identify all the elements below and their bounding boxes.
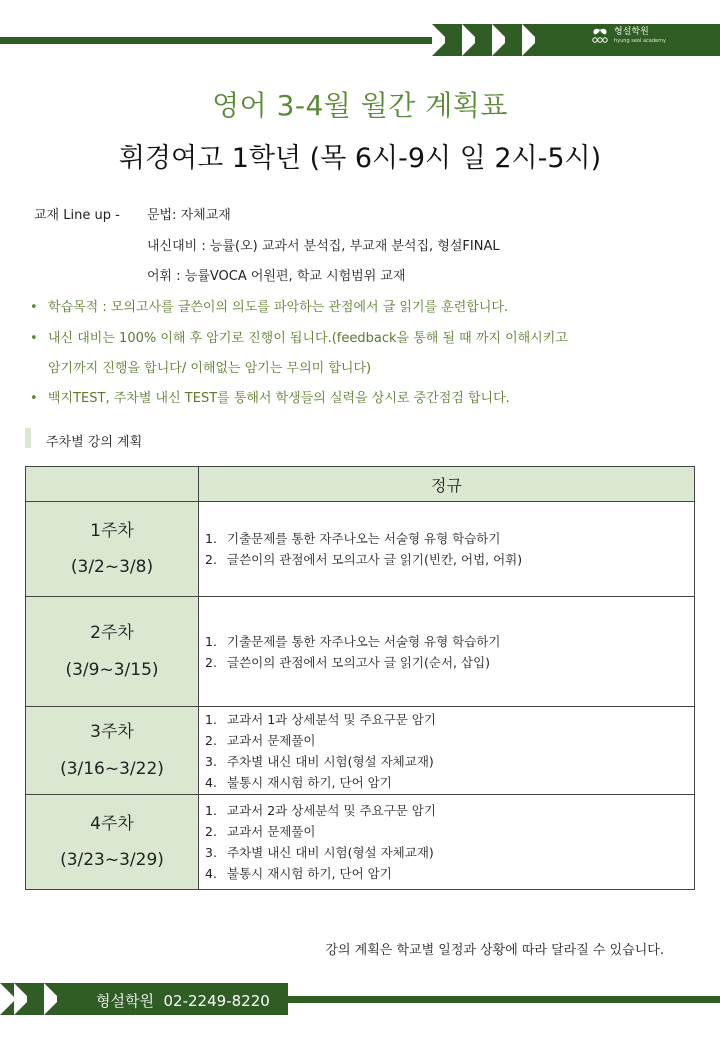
table-corner-cell: [26, 467, 199, 502]
logo-subtitle: hyung seol academy: [614, 38, 666, 44]
list-item: 1. 교과서 2과 상세분석 및 주요구문 암기: [205, 803, 436, 818]
header-band: [432, 24, 720, 56]
week-items: [199, 795, 695, 890]
week-name: 1주차: [90, 520, 134, 541]
lineup-item: 내신대비 : 능률(오) 교과서 분석집, 부교재 분석집, 형설FINAL: [147, 239, 500, 254]
list-item: 1. 교과서 1과 상세분석 및 주요구문 암기: [205, 711, 436, 727]
list-item: 2. 글쓴이의 관점에서 모의고사 글 읽기(순서, 삽입): [205, 654, 491, 670]
list-item: 2. 교과서 문제풀이: [205, 732, 316, 748]
chevron-icon: [535, 24, 551, 56]
chevron-icon: [27, 983, 43, 1015]
section-marker: [25, 428, 31, 448]
week-cell: [26, 597, 199, 707]
week-items: [199, 502, 695, 597]
table-row: [26, 502, 695, 597]
week-date: (3/9~3/15): [65, 659, 159, 680]
bullet-continuation: 암기까지 진행을 합니다/ 이해없는 암기는 무의미 합니다): [48, 361, 372, 376]
bullet-item: [30, 296, 508, 315]
week-date: (3/16~3/22): [60, 758, 164, 779]
chevron-icon: [57, 983, 73, 1015]
week-name: 3주차: [90, 722, 134, 743]
page-subtitle: 휘경여고 1학년 (목 6시-9시 일 2시-5시): [118, 143, 602, 174]
bullet-text: 내신 대비는 100% 이해 후 암기로 진행이 됩니다.(feedback을 통해 될 때 까지 이해시키고: [48, 331, 568, 346]
chevron-icon: [445, 24, 461, 56]
table-row: [26, 597, 695, 707]
chevron-icon: [505, 24, 521, 56]
footer-contact: [96, 990, 270, 1011]
footer-rule: [285, 996, 720, 1003]
table-header-row: [26, 467, 695, 502]
week-items: [199, 707, 695, 795]
header-rule: [0, 37, 440, 44]
table-header-regular: 정규: [199, 467, 695, 502]
list-item: 2. 교과서 문제풀이: [205, 824, 316, 839]
list-item: 1. 기출문제를 통한 자주나오는 서술형 유형 학습하기: [205, 633, 501, 649]
bullet-dot-icon: •: [30, 331, 38, 346]
week-cell: [26, 707, 199, 795]
bullet-item: [30, 387, 510, 406]
academy-logo: [590, 26, 666, 46]
footnote: 강의 계획은 학교별 일정과 상황에 따라 달라질 수 있습니다.: [325, 943, 664, 958]
week-date: (3/23~3/29): [60, 850, 164, 871]
week-name: 2주차: [90, 623, 134, 644]
page-title: 영어 3-4월 월간 계획표: [212, 89, 508, 122]
logo-name: 형설학원: [614, 27, 649, 37]
list-item: 3. 주차별 내신 대비 시험(형설 자체교재): [205, 845, 434, 860]
list-item: 1. 기출문제를 통한 자주나오는 서술형 유형 학습하기: [205, 531, 501, 546]
bullet-text: 학습목적 : 모의고사를 글쓴이의 의도를 파악하는 관점에서 글 읽기를 훈련합니다.: [48, 300, 509, 315]
leaf-logo-icon: [590, 26, 610, 46]
weekly-plan-table: [25, 466, 695, 890]
lineup-item: 문법: 자체교재: [147, 208, 231, 223]
week-items: [199, 597, 695, 707]
bullet-dot-icon: •: [30, 300, 38, 315]
chevron-icon: [475, 24, 491, 56]
bullet-text: 백지TEST, 주차별 내신 TEST를 통해서 학생들의 실력을 상시로 중간점검 합니다.: [48, 391, 510, 406]
footer-phone: 02-2249-8220: [163, 992, 270, 1010]
list-item: 4. 불통시 재시험 하기, 단어 암기: [205, 866, 392, 881]
lineup-item: 어휘 : 능률VOCA 어원편, 학교 시험범위 교재: [147, 269, 406, 284]
week-name: 4주차: [90, 813, 134, 834]
bullet-item: [30, 327, 568, 346]
list-item: 4. 불통시 재시험 하기, 단어 암기: [205, 774, 392, 790]
bullet-dot-icon: •: [30, 391, 38, 406]
table-row: [26, 795, 695, 890]
week-date: (3/2~3/8): [70, 557, 154, 578]
list-item: 2. 글쓴이의 관점에서 모의고사 글 읽기(빈칸, 어법, 어휘): [205, 552, 523, 567]
table-row: [26, 707, 695, 795]
footer-academy-name: 형설학원: [96, 992, 154, 1010]
week-cell: [26, 795, 199, 890]
lineup-label: 교재 Line up -: [34, 208, 120, 223]
list-item: 3. 주차별 내신 대비 시험(형설 자체교재): [205, 753, 434, 769]
section-label: 주차별 강의 계획: [46, 435, 143, 450]
week-cell: [26, 502, 199, 597]
